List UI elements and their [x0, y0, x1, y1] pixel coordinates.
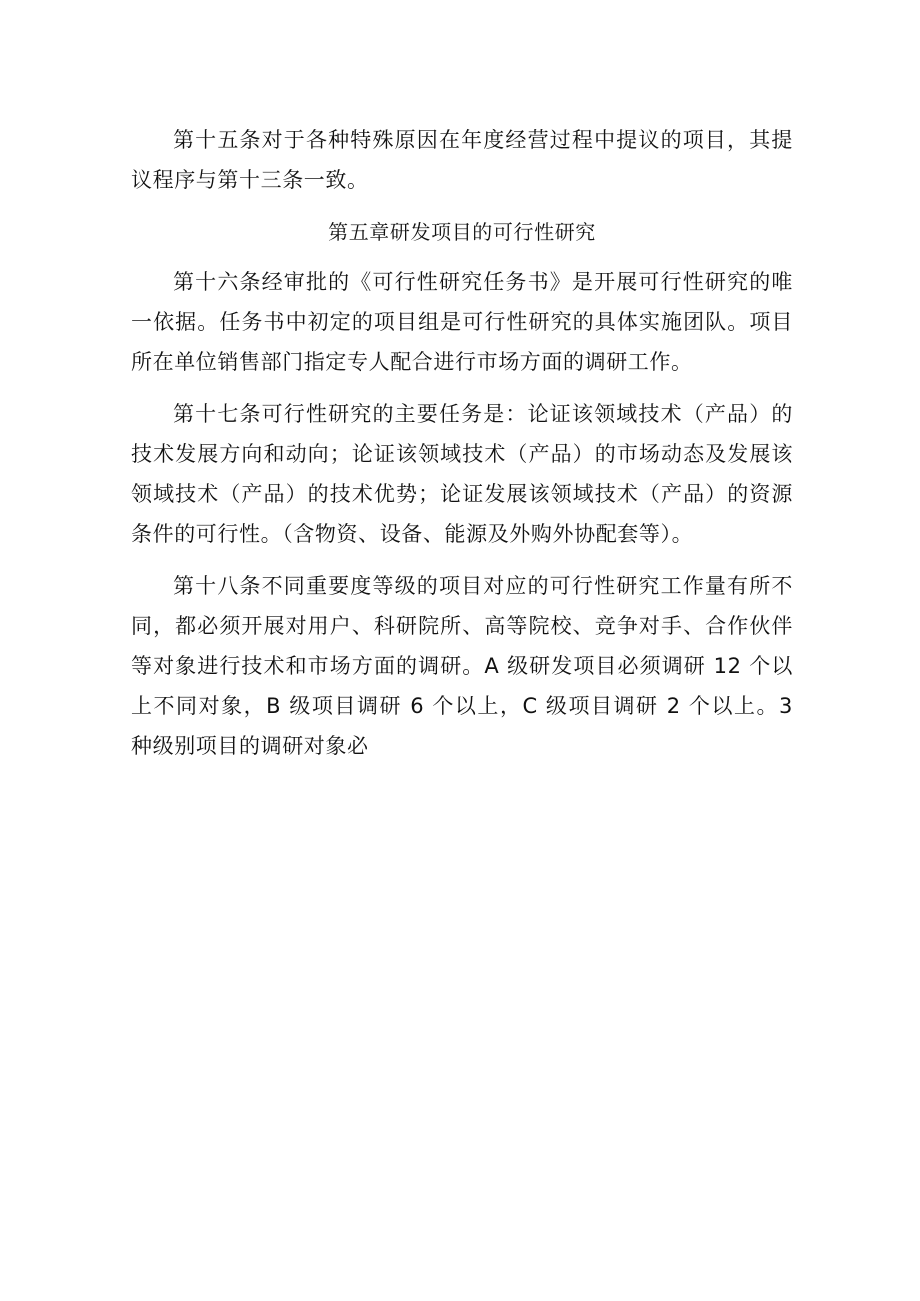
article-17-paragraph: 第十七条可行性研究的主要任务是：论证该领域技术（产品）的技术发展方向和动向；论证该领域技术（产品）的市场动态及发展该领域技术（产品）的技术优势；论证发展该领域技术（产品）的资源条件的可行性。（含物资、设备、能源及外购外协配套等）。: [131, 402, 793, 546]
article-16-paragraph: 第十六条经审批的《可行性研究任务书》是开展可行性研究的唯一依据。任务书中初定的项目组是可行性研究的具体实施团队。项目所在单位销售部门指定专人配合进行市场方面的调研工作。: [131, 270, 793, 374]
chapter-5-title: 第五章研发项目的可行性研究: [328, 220, 596, 244]
article-15-paragraph: 第十五条对于各种特殊原因在年度经营过程中提议的项目，其提议程序与第十三条一致。: [131, 128, 793, 192]
document-body: [131, 120, 793, 778]
article-18-paragraph: 第十八条不同重要度等级的项目对应的可行性研究工作量有所不同，都必须开展对用户、科研院所、高等院校、竞争对手、合作伙伴等对象进行技术和市场方面的调研。A 级研发项目必须调研 12 个以上不同对象，B 级项目调研 6 个以上，C 级项目调研 2 个以上。3 种级别项目的调研对象必: [131, 574, 793, 758]
